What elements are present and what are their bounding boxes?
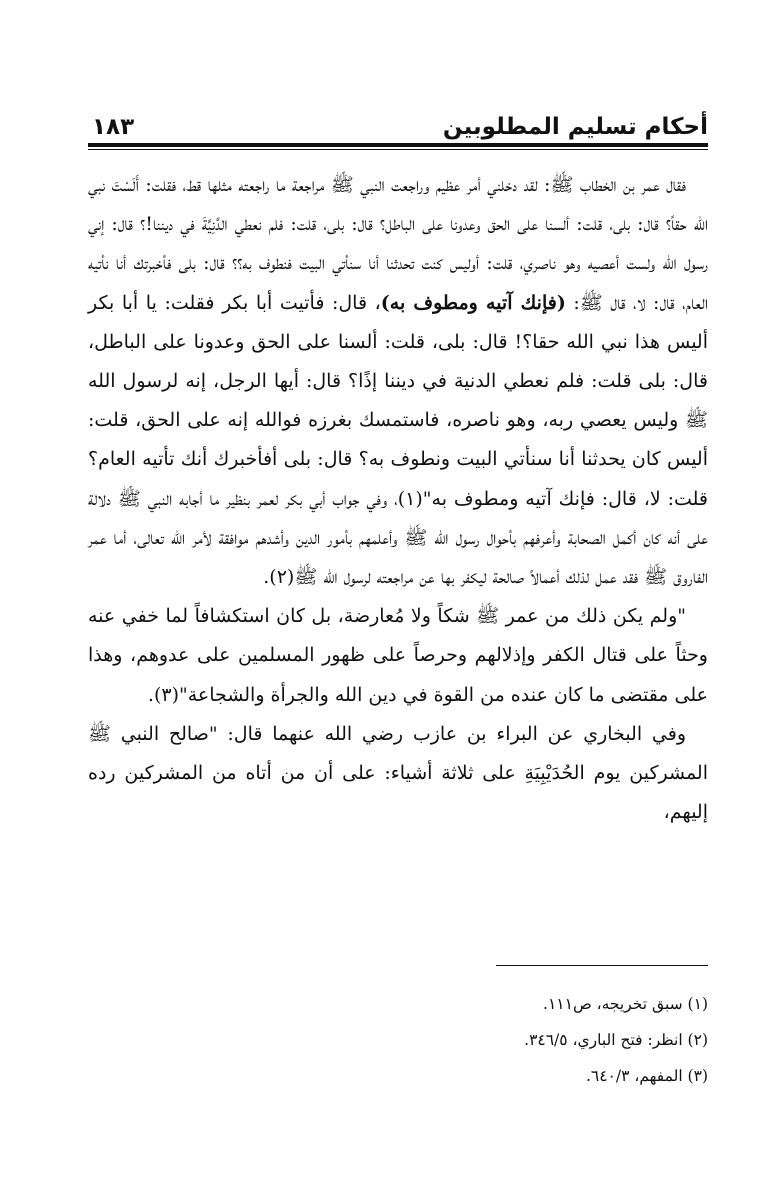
running-header-title: أحكام تسليم المطلوبين (442, 114, 708, 140)
page-number: ١٨٣ (92, 114, 135, 140)
header-rule-thick (88, 143, 708, 147)
paragraph-1-part-1: فقال عمر بن الخطاب ﷺ: لقد دخلني أمر عظيم وراجعت النبي ﷺ مراجعة ما راجعته مثلها قط، فقلت: أَلَسْتَ نبي الله حقاً؟ قال: بلى، قلت: ألسنا على الحق وعدونا على الباطل؟ قال: بلى، قلت: فلم نعطي الدَّنِيَّةَ في ديننا!؟ قال: إني رسول الله ولست أعصيه وهو ناصري، قلت: أوليس كنت تحدثنا أنا سنأتي البيت فنطوف به؟؟ قال: بلى فأخبرتك أنا نأتيه العام، قال: لا، قال ﷺ: (88, 174, 708, 314)
footnote-1: (١) سبق تخريجه، ص١١١. (543, 995, 708, 1013)
paragraph-1-part-2: ، قال: فأتيت أبا بكر فقلت: يا أبا بكر أليس هذا نبي الله حقا؟! قال: بلى، قلت: ألسنا على الحق وعدونا على الباطل، قال: بلى قلت: فلم نعطي الدنية في ديننا إذًا؟ قال: أيها الرجل، إنه لرسول الله ﷺ وليس يعصي ربه، وهو ناصره، فاستمسك بغرزه فوالله إنه على الحق، قلت: أليس كان يحدثنا أنا سنأتي البيت ونطوف به؟ قال: بلى أفأخبرك أنك تأتيه العام؟ قلت: لا، قال: فإنك آتيه ومطوف به"(١)، وفي جواب أبي بكر لعمر بنظير ما أجابه النبي ﷺ دلالة على أنه كان أكمل الصحابة وأعرفهم بأحوال رسول الله ﷺ وأعلمهم بأمور الدين وأشدهم موافقة لأمر الله تعالى، أما عمر الفاروق ﷺ فقد عمل لذلك أعمالاً صالحة ليكفر بها عن مراجعته لرسول الله ﷺ(٢). (88, 291, 708, 589)
paragraph-1 (88, 166, 708, 597)
footnotes (88, 986, 708, 1094)
paragraph-1-bold-quote: (فإنك آتيه ومطوف به) (380, 291, 566, 314)
main-text (88, 166, 708, 832)
footnote-2: (٢) انظر: فتح الباري، ٣٤٦/٥. (524, 1031, 708, 1049)
paragraph-3: وفي البخاري عن البراء بن عازب رضي الله عنهما قال: "صالح النبي ﷺ المشركين يوم الحُدَيْبِيَةِ على ثلاثة أشياء: على أن من أتاه من المشركين رده إليهم، (88, 722, 708, 824)
footnote-separator (496, 965, 708, 966)
header-rule-thin (88, 149, 708, 150)
footnote-3: (٣) المفهم، ٦٤٠/٣. (585, 1067, 708, 1085)
book-page (88, 0, 708, 1195)
running-header (88, 112, 708, 144)
paragraph-2: "ولم يكن ذلك من عمر ﷺ شكاً ولا مُعارضة، بل كان استكشافاً لما خفي عنه وحثاً على قتال الكفر وإذلالهم وحرصاً على ظهور المسلمين على عدوهم، وهذا على مقتضى ما كان عنده من القوة في دين الله والجرأة والشجاعة"(٣). (88, 605, 708, 706)
